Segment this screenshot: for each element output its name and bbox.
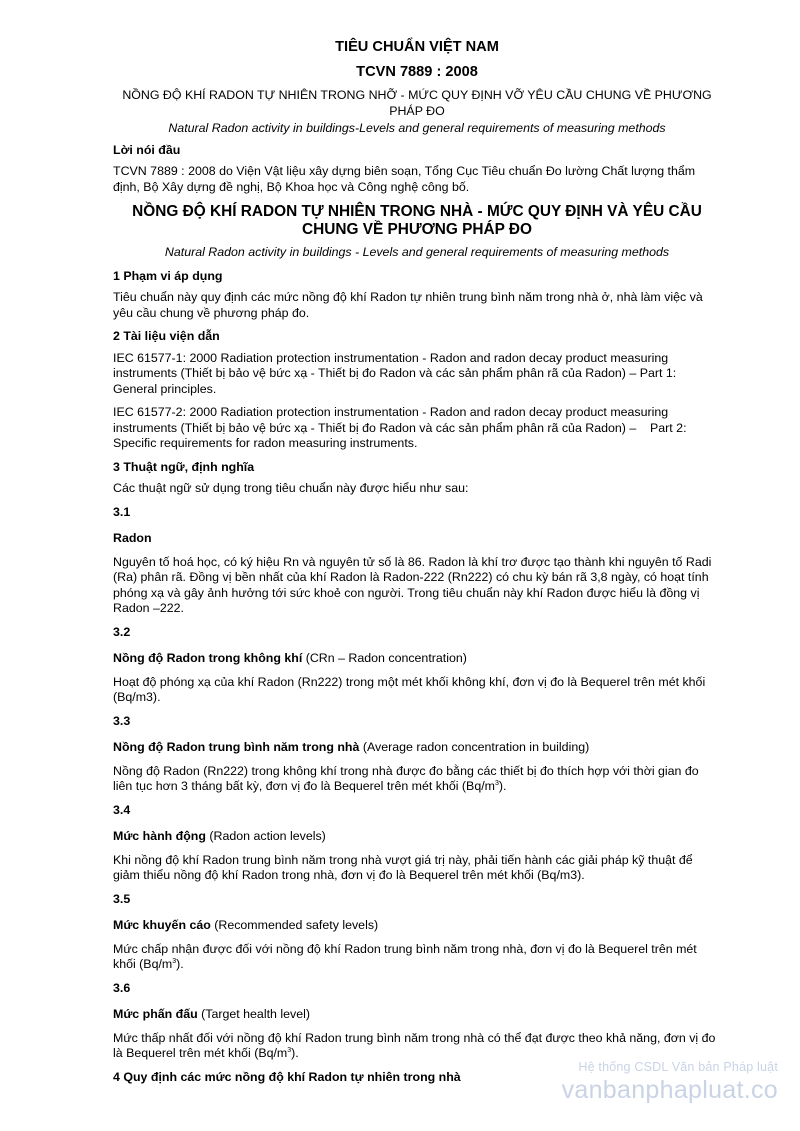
term-3-3-tail: ). bbox=[498, 779, 507, 793]
term-3-1-definition: Nguyên tố hoá học, có ký hiệu Rn và nguyên tử số là 86. Radon là khí trơ được tạo thành khi nguyên tố Radi (Ra) phân rã. Đồng vị bền nhất của khí Radon là Radon-222 (Rn222) có chu kỳ bán rã 3,8 ngày, có hoạt tính phóng xạ và gây ảnh hưởng tới sức khoẻ con người. Trong tiêu chuẩn này khí Radon được hiểu là đồng vị Radon –222. bbox=[113, 554, 712, 615]
watermark-line-1: Hệ thống CSDL Văn bản Pháp luật bbox=[578, 1060, 778, 1074]
term-3-5-name: Mức khuyến cáo bbox=[113, 918, 211, 932]
standard-code: TCVN 7889 : 2008 bbox=[356, 63, 478, 80]
term-3-2-name: Nồng độ Radon trong không khí bbox=[113, 651, 303, 665]
term-3-5-tail: ). bbox=[176, 957, 184, 971]
section-3-intro: Các thuật ngữ sử dụng trong tiêu chuẩn này được hiểu như sau: bbox=[113, 481, 469, 495]
term-3-6-definition bbox=[113, 1031, 721, 1062]
term-3-1-number: 3.1 bbox=[113, 504, 131, 519]
superscript: 3 bbox=[287, 1046, 292, 1054]
term-3-3-definition bbox=[113, 764, 721, 795]
section-1-heading: 1 Phạm vi áp dụng bbox=[113, 268, 223, 283]
term-3-2-number: 3.2 bbox=[113, 624, 131, 639]
term-3-3-english: (Average radon concentration in building) bbox=[359, 740, 590, 754]
term-3-5-text: Mức chấp nhận được đối với nồng độ khí Radon trung bình năm trong nhà, đơn vị đo là Bequerel trên mét khối (Bq/m bbox=[113, 941, 697, 971]
section-1-text: Tiêu chuẩn này quy định các mức nồng độ khí Radon tự nhiên trung bình năm trong nhà ở, nhà làm việc và yêu cầu chung về phương pháp đo. bbox=[113, 290, 703, 320]
reference-1: IEC 61577-1: 2000 Radiation protection instrumentation - Radon and radon decay product measuring instruments (Thiết bị bảo vệ bức xạ - Thiết bị đo Radon và các sản phẩm phân rã của Radon) – Part 1: General principles. bbox=[113, 350, 677, 396]
term-3-1-name: Radon bbox=[113, 531, 152, 545]
term-3-4-heading bbox=[113, 829, 721, 845]
term-3-3-heading bbox=[113, 740, 721, 756]
foreword-heading: Lời nói đầu bbox=[113, 142, 181, 157]
term-3-2-english: (CRn – Radon concentration) bbox=[302, 651, 467, 665]
term-3-2-definition: Hoạt độ phóng xạ của khí Radon (Rn222) trong một mét khối không khí, đơn vị đo là Bequerel trên mét khối (Bq/m3). bbox=[113, 674, 706, 704]
section-3-heading: 3 Thuật ngữ, định nghĩa bbox=[113, 459, 255, 474]
term-3-4-name: Mức hành động bbox=[113, 829, 206, 843]
term-3-5-english: (Recommended safety levels) bbox=[210, 918, 379, 932]
term-3-6-english: (Target health level) bbox=[197, 1007, 310, 1021]
watermark-line-2: vanbanphapluat.co bbox=[561, 1076, 778, 1104]
term-3-6-name: Mức phấn đấu bbox=[113, 1007, 198, 1021]
term-3-6-tail: ). bbox=[291, 1046, 299, 1060]
main-subtitle: Natural Radon activity in buildings - Levels and general requirements of measuring methods bbox=[164, 245, 670, 259]
english-title: Natural Radon activity in buildings-Levels and general requirements of measuring methods bbox=[168, 121, 666, 135]
standard-title: TIÊU CHUẨN VIỆT NAM bbox=[335, 39, 499, 55]
term-3-3-text: Nồng độ Radon (Rn222) trong không khí trong nhà được đo bằng các thiết bị đo thích hợp với thời gian đo liên tục hơn 3 tháng bất kỳ, đơn vị đo là Bequerel trên mét khối (Bq/m bbox=[113, 763, 699, 793]
term-3-4-definition: Khi nồng độ khí Radon trung bình năm trong nhà vượt giá trị này, phải tiến hành các giải pháp kỹ thuật để giảm thiểu nồng độ khí Radon trong nhà, đơn vị đo là Bequerel trên mét khối (Bq/m3). bbox=[113, 852, 693, 882]
term-3-2-heading bbox=[113, 651, 721, 667]
term-3-3-number: 3.3 bbox=[113, 713, 131, 728]
main-title: NỒNG ĐỘ KHÍ RADON TỰ NHIÊN TRONG NHÀ - MỨC QUY ĐỊNH VÀ YÊU CẦU CHUNG VỀ PHƯƠNG PHÁP ĐO bbox=[132, 203, 702, 238]
section-4-heading: 4 Quy định các mức nồng độ khí Radon tự nhiên trong nhà bbox=[113, 1069, 461, 1084]
vietnamese-title: NỒNG ĐỘ KHÍ RADON TỰ NHIÊN TRONG NHỠ - MỨC QUY ĐỊNH VỠ YÊU CẦU CHUNG VỀ PHƯƠNG PHÁP ĐO bbox=[122, 88, 712, 118]
term-3-6-heading bbox=[113, 1007, 721, 1023]
superscript: 3 bbox=[172, 957, 177, 965]
reference-2: IEC 61577-2: 2000 Radiation protection instrumentation - Radon and radon decay product measuring instruments (Thiết bị bảo vệ bức xạ - Thiết bị đo Radon và các sản phẩm phân rã của Radon) – Part 2: Specific requirements for radon measuring instruments. bbox=[113, 405, 690, 450]
term-3-4-number: 3.4 bbox=[113, 802, 131, 817]
term-3-3-name: Nồng độ Radon trung bình năm trong nhà bbox=[113, 740, 360, 754]
document-page bbox=[113, 34, 721, 1091]
term-3-5-heading bbox=[113, 918, 721, 934]
term-3-5-definition bbox=[113, 942, 721, 973]
superscript: 3 bbox=[494, 779, 499, 787]
foreword-text: TCVN 7889 : 2008 do Viện Vật liệu xây dựng biên soạn, Tổng Cục Tiêu chuẩn Đo lường Chất lượng thẩm định, Bộ Xây dựng đề nghị, Bộ Khoa học và Công nghệ công bố. bbox=[113, 164, 696, 194]
section-2-heading: 2 Tài liệu viện dẫn bbox=[113, 329, 220, 343]
term-3-6-text: Mức thấp nhất đối với nồng độ khí Radon trung bình năm trong nhà có thể đạt được theo khả năng, đơn vị đo là Bequerel trên mét khối (Bq/m bbox=[113, 1030, 716, 1060]
watermark bbox=[562, 1060, 778, 1105]
term-3-6-number: 3.6 bbox=[113, 980, 131, 995]
term-3-4-english: (Radon action levels) bbox=[205, 829, 326, 843]
term-3-5-number: 3.5 bbox=[113, 891, 131, 906]
